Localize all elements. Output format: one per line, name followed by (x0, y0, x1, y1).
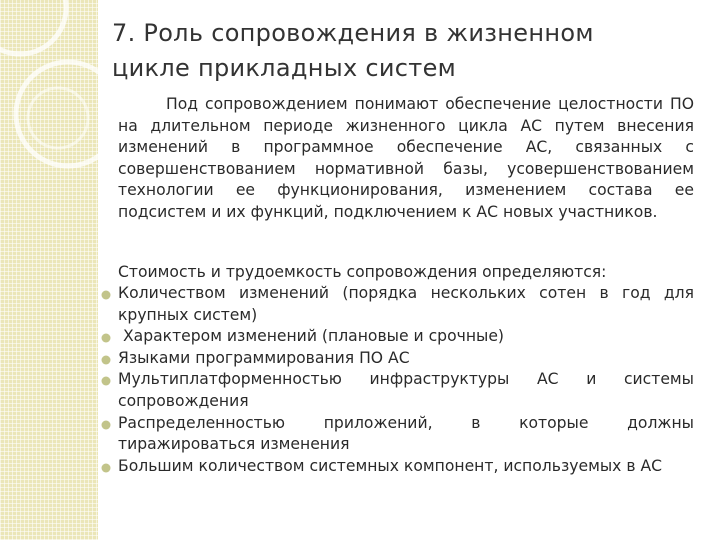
list-item (118, 413, 694, 456)
circle-bullet-icon (101, 420, 111, 430)
definition-paragraph: Под сопровождением понимают обеспечение целостности ПО на длительном периоде жизненного цикла АС путем внесения изменений в программное обеспечение АС, связанных с совершенствованием нормативной базы, усовершенствованием технологии ее функционирования, изменением состава ее подсистем и их функций, подключением к АС новых участников. (118, 95, 694, 221)
circle-bullet-icon (101, 290, 111, 300)
list-item-text: Большим количеством системных компонент, используемых в АС (118, 456, 663, 475)
decorative-circles (0, 0, 98, 540)
cost-intro-text: Стоимость и трудоемкость сопровождения определяются: (118, 263, 607, 281)
list-item-text: Количеством изменений (порядка нескольких сотен в год для крупных систем) (118, 284, 694, 324)
list-item (118, 283, 694, 326)
slide-title: 7. Роль сопровождения в жизненном цикле прикладных систем (112, 19, 594, 82)
list-item-text: Характером изменений (плановые и срочные) (118, 327, 505, 346)
circle-bullet-icon (101, 333, 111, 343)
decorative-side-panel (0, 0, 98, 540)
list-item (118, 348, 694, 370)
circle-bullet-icon (101, 376, 111, 386)
cost-factors-list (118, 283, 694, 477)
circle-bullet-icon (101, 463, 111, 473)
list-item-text: Языками программирования ПО АС (118, 348, 410, 367)
list-item-text: Распределенностью приложений, в которые должны тиражироваться изменения (118, 413, 694, 454)
circle-bullet-icon (101, 355, 111, 365)
list-item (118, 369, 694, 412)
list-item (118, 456, 694, 478)
list-item (118, 326, 694, 348)
list-item-text: Мультиплатформенностью инфраструктуры АС и системы сопровождения (118, 370, 694, 410)
